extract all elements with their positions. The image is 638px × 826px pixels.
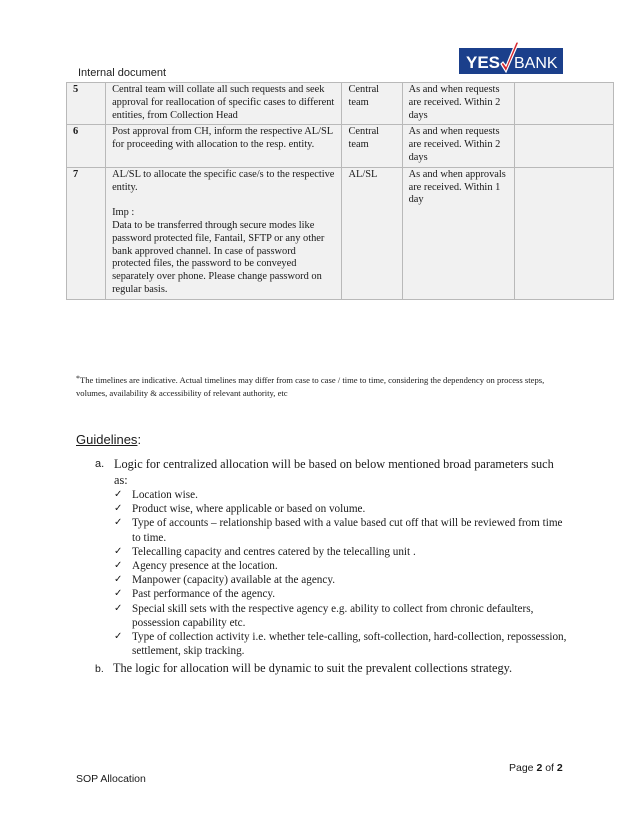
list-item (111, 488, 567, 502)
step-number: 5 (67, 83, 106, 125)
step-activity (106, 83, 342, 125)
step-number: 7 (67, 167, 106, 299)
list-item (111, 545, 567, 559)
page-of: of (545, 762, 554, 774)
list-item-text: Product wise, where applicable or based on volume. (132, 503, 366, 516)
sop-steps-table (66, 82, 614, 300)
guideline-point-a (95, 456, 565, 488)
list-item (111, 587, 567, 601)
activity-paragraph: Central team will collate all such requests and seek approval for reallocation of specific cases to different entities, from Collection Head (112, 84, 335, 121)
step-owner: Central team (342, 83, 402, 125)
checkmark-icon: ✓ (114, 560, 123, 572)
yes-bank-logo (459, 40, 563, 78)
point-b-text: The logic for allocation will be dynamic to suit the prevalent collections strategy. (113, 661, 513, 675)
step-extra (514, 83, 613, 125)
table-row (67, 83, 614, 125)
guidelines-heading (76, 432, 141, 447)
checkmark-icon: ✓ (114, 588, 123, 600)
guidelines-colon: : (137, 432, 142, 447)
list-item (111, 573, 567, 587)
page-current: 2 (536, 762, 543, 774)
page-number (509, 762, 563, 774)
table-row (67, 167, 614, 299)
timeline-note (76, 372, 546, 400)
activity-paragraph: Data to be transferred through secure modes like password protected file, Fantail, SFTP or any other bank approved channel. In case of password protected files, the password to be conveyed separately over phone. Please change password on regular basis. (112, 219, 325, 295)
step-timeline: As and when approvals are received. Within 1 day (402, 167, 514, 299)
checkmark-icon: ✓ (114, 517, 123, 529)
step-activity (106, 125, 342, 167)
list-item-text: Manpower (capacity) available at the agency. (132, 574, 336, 587)
step-timeline: As and when requests are received. Within 2 days (402, 83, 514, 125)
list-item-text: Type of accounts – relationship based with a value based cut off that will be reviewed from time to time. (132, 517, 563, 544)
page-total: 2 (556, 762, 563, 774)
checkmark-icon: ✓ (114, 631, 123, 643)
note-text: The timelines are indicative. Actual timelines may differ from case to case / time to time, considering the dependency on process steps, volumes, availability & accessibility of relevant authority, etc (76, 375, 545, 398)
checkmark-icon: ✓ (114, 489, 123, 500)
step-activity (106, 167, 342, 299)
step-owner: AL/SL (342, 167, 402, 299)
step-extra (514, 167, 613, 299)
list-item-text: Past performance of the agency. (132, 588, 276, 601)
list-item (111, 516, 567, 544)
checkmark-icon: ✓ (114, 545, 123, 557)
activity-paragraph: Post approval from CH, inform the respective AL/SL for proceeding with allocation to the resp. entity. (112, 126, 333, 151)
list-item (111, 502, 567, 516)
point-a-marker: a. (95, 458, 105, 470)
list-item-text: Telecalling capacity and centres catered by the telecalling unit . (132, 545, 416, 558)
checkmark-icon: ✓ (114, 602, 123, 614)
logo-word-yes: YES (466, 53, 501, 72)
step-number: 6 (67, 125, 106, 167)
note-asterisk: * (76, 374, 80, 383)
list-item-text: Type of collection activity i.e. whether tele-calling, soft-collection, hard-collection, repossession, settlement, skip tracking. (132, 631, 567, 658)
step-timeline: As and when requests are received. Within 2 days (402, 125, 514, 167)
guideline-point-b (95, 660, 575, 676)
checkmark-icon: ✓ (114, 574, 123, 586)
list-item (111, 559, 567, 573)
logo-word-bank: BANK (514, 55, 558, 72)
list-item-text: Agency presence at the location. (132, 560, 278, 573)
list-item-text: Special skill sets with the respective agency e.g. ability to collect from chronic defaulters, possession capability etc. (132, 602, 534, 629)
point-a-text: Logic for centralized allocation will be based on below mentioned broad parameters such as: (114, 457, 554, 487)
list-item (111, 602, 567, 630)
footer-doc-name: SOP Allocation (76, 773, 146, 785)
activity-paragraph: AL/SL to allocate the specific case/s to the respective entity. (112, 168, 335, 193)
list-item (111, 630, 567, 658)
allocation-parameters-list (111, 488, 567, 658)
step-extra (514, 125, 613, 167)
checkmark-icon: ✓ (114, 503, 123, 515)
point-b-marker: b. (95, 663, 104, 675)
step-owner: Central team (342, 125, 402, 167)
table-row (67, 125, 614, 167)
page-prefix: Page (509, 762, 534, 774)
list-item-text: Location wise. (132, 489, 198, 501)
guidelines-title: Guidelines (76, 432, 138, 447)
activity-paragraph: Imp : (112, 207, 135, 219)
internal-document-label: Internal document (78, 67, 167, 79)
